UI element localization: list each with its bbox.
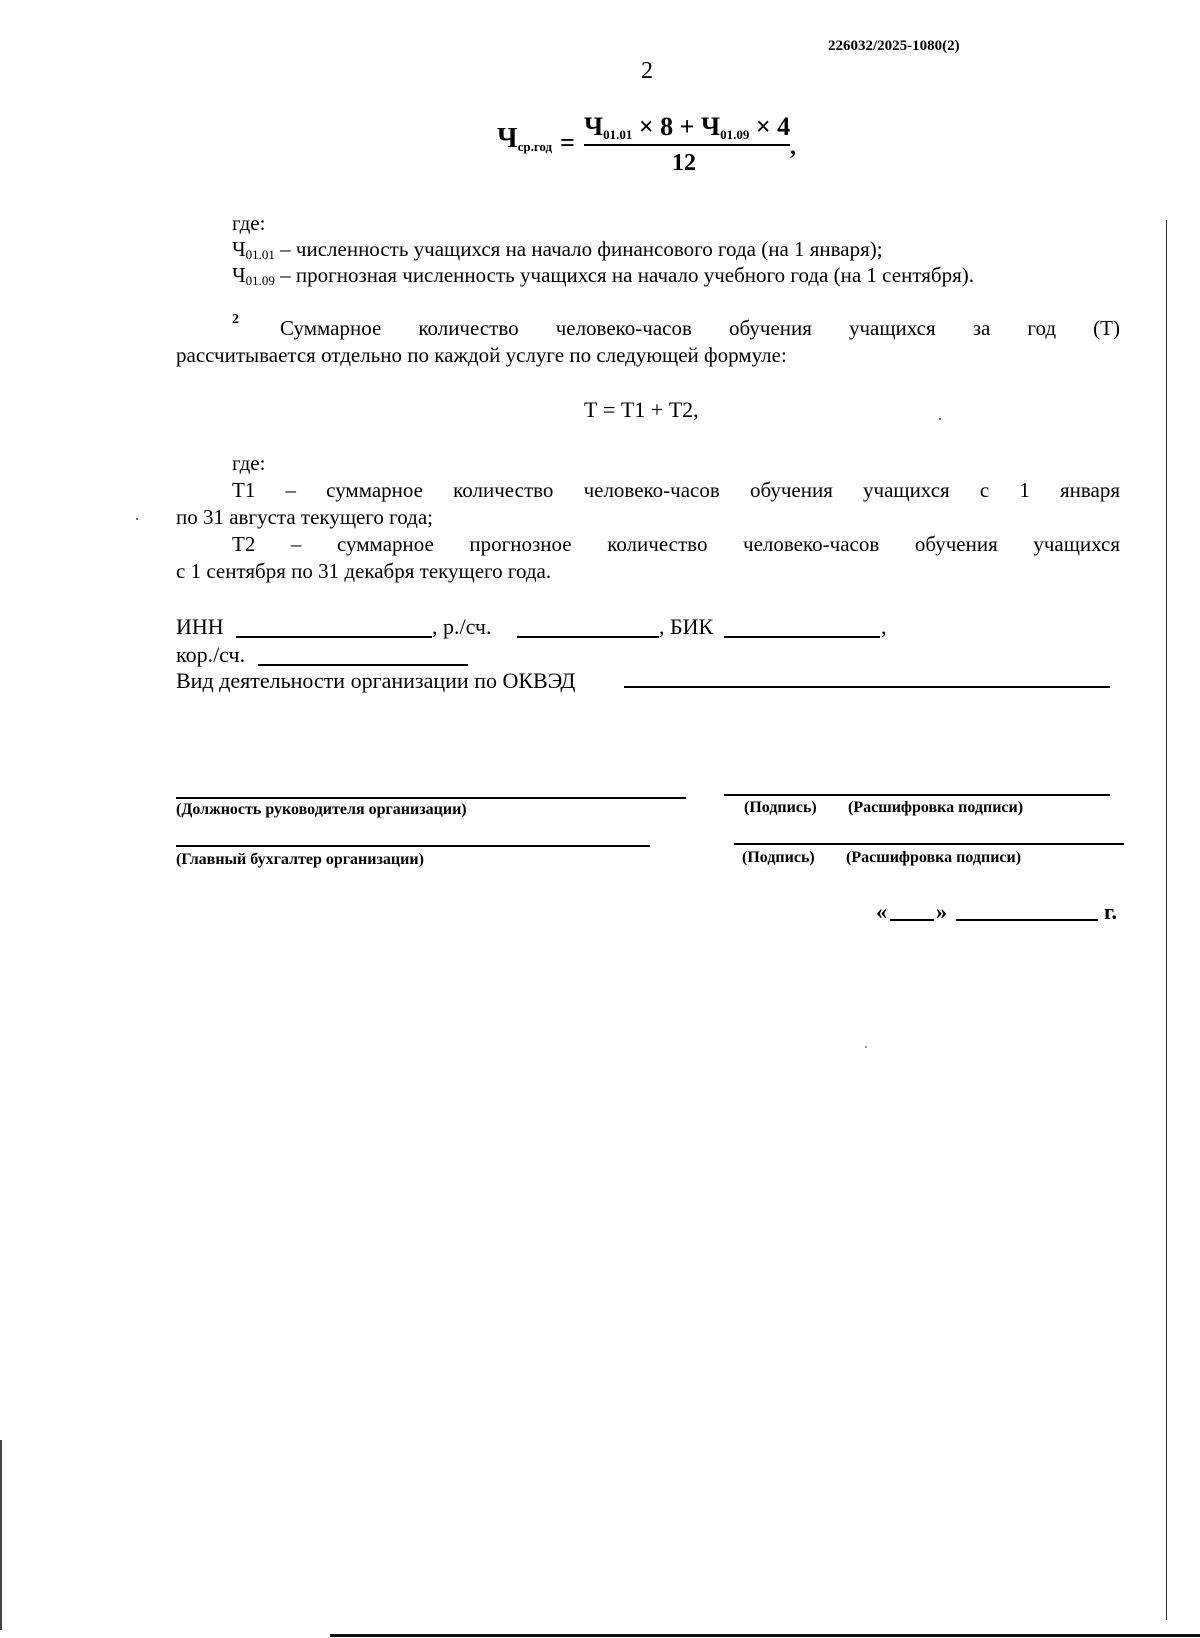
corr-account-label: кор./сч. bbox=[176, 642, 246, 667]
date-day-line bbox=[890, 919, 934, 921]
accountant-label: (Главный бухгалтер организации) bbox=[176, 851, 424, 868]
accountant-sign-label: (Подпись) bbox=[742, 849, 815, 866]
account-label: , р./сч. bbox=[432, 614, 492, 639]
head-position-line bbox=[176, 797, 686, 799]
bik-label: , БИК bbox=[659, 614, 714, 639]
document-id: 226032/2025-1080(2) bbox=[828, 38, 960, 54]
definition-t1-line-1: Т1 – суммарное количество человеко-часов обучения учащихся с 1 января bbox=[232, 478, 1120, 502]
requisites-comma: , bbox=[881, 614, 887, 639]
definition-ch0101: $Ч_{01.01}$ – численность учащихся на начало финансового года (на 1 января); bbox=[232, 237, 883, 262]
definition-t2-line-2: с 1 сентября по 31 декабря текущего года. bbox=[176, 559, 552, 583]
formula-total-hours: Т = Т1 + Т2, bbox=[584, 397, 699, 422]
inn-field-line bbox=[236, 636, 432, 638]
scan-edge-line bbox=[1166, 220, 1167, 1620]
date-month-line bbox=[956, 919, 1098, 921]
paragraph-2-line-1: Суммарное количество человеко-часов обучения учащихся за год (Т) bbox=[280, 316, 1120, 340]
date-close-quote: » bbox=[936, 899, 947, 924]
inn-label: ИНН bbox=[176, 614, 224, 639]
accountant-signature-line bbox=[734, 843, 1124, 845]
corr-account-field-line bbox=[258, 664, 468, 666]
where-label-2: где: bbox=[232, 451, 266, 475]
date-open-quote: « bbox=[876, 899, 887, 924]
formula-denominator: 12 bbox=[672, 150, 696, 176]
accountant-line bbox=[176, 845, 650, 847]
accountant-decode-label: (Расшифровка подписи) bbox=[846, 849, 1022, 866]
scan-speck bbox=[939, 418, 941, 420]
formula-comma: , bbox=[790, 134, 796, 160]
page-number: 2 bbox=[641, 58, 653, 84]
paragraph-2-line-2: рассчитывается отдельно по каждой услуге по следующей формуле: bbox=[176, 343, 787, 367]
definition-t1-line-2: по 31 августа текущего года; bbox=[176, 505, 433, 529]
scan-bottom-edge bbox=[330, 1634, 1200, 1637]
head-decode-label: (Расшифровка подписи) bbox=[848, 799, 1024, 816]
account-field-line bbox=[517, 636, 659, 638]
definition-ch0109: $Ч_{01.09}$ – прогнозная численность учащихся на начало учебного года (на 1 сентября). bbox=[232, 263, 974, 288]
scan-left-edge bbox=[0, 1440, 2, 1630]
head-signature-line bbox=[724, 794, 1110, 796]
scan-speck bbox=[136, 518, 138, 520]
head-sign-label: (Подпись) bbox=[744, 799, 817, 816]
where-label-1: где: bbox=[232, 211, 266, 235]
formula-equals: = bbox=[560, 128, 575, 157]
definition-t2-line-1: Т2 – суммарное прогнозное количество человеко-часов обучения учащихся bbox=[232, 532, 1120, 556]
head-position-label: (Должность руководителя организации) bbox=[176, 801, 467, 818]
formula-lhs: $Ч_{ср.год}$ bbox=[497, 123, 553, 154]
fraction-bar bbox=[584, 144, 790, 146]
okved-label: Вид деятельности организации по ОКВЭД bbox=[176, 668, 576, 693]
bik-field-line bbox=[724, 636, 880, 638]
footnote-mark: 2 bbox=[232, 312, 239, 327]
formula-numerator: $Ч_{01.01} \times 8 + Ч_{01.09} \times 4$ bbox=[584, 112, 791, 142]
okved-field-line bbox=[624, 686, 1110, 688]
scan-speck bbox=[865, 1046, 867, 1048]
date-year-suffix: г. bbox=[1104, 899, 1118, 924]
